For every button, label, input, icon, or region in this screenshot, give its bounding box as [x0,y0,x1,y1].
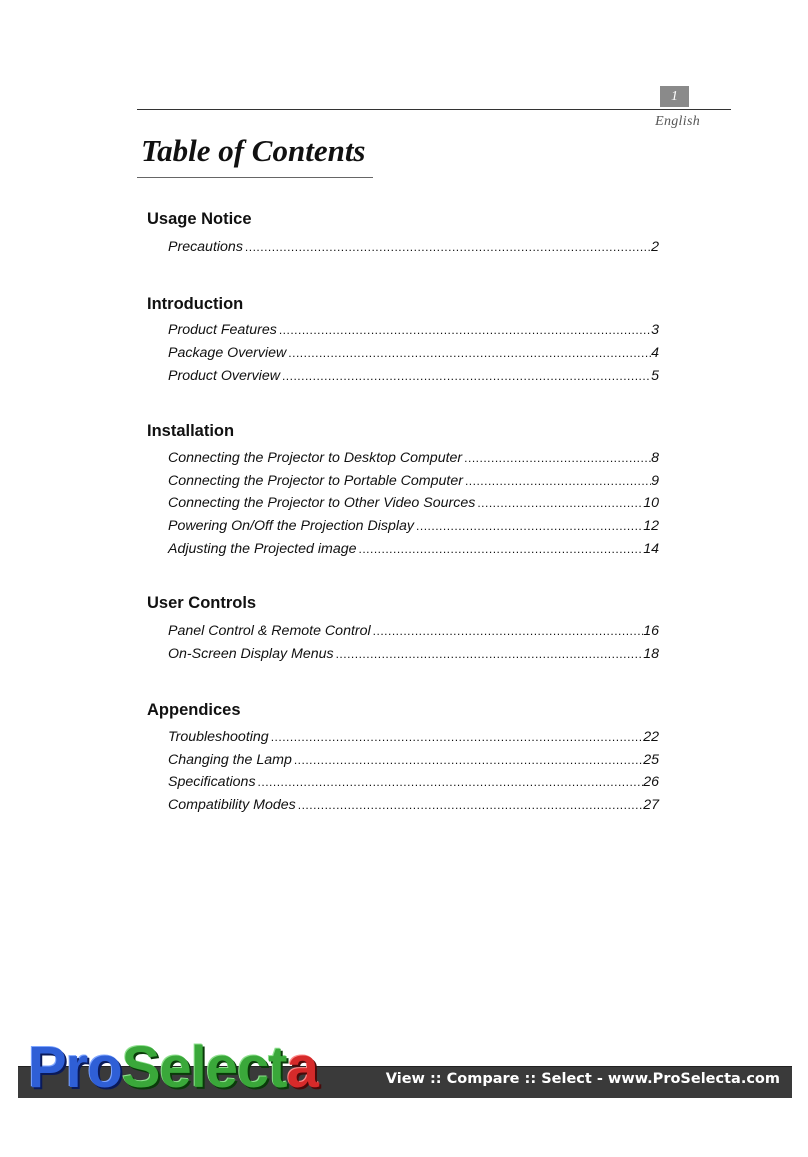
toc-entry-title: Product Overview [168,368,280,384]
dot-leader [277,320,651,340]
page-number: 1 [660,86,689,107]
toc-entry-page: 27 [643,797,659,813]
toc-entry-page: 12 [643,518,659,534]
dot-leader [463,471,651,491]
proselecta-banner[interactable] [18,1035,792,1100]
logo-text-select: Select [121,1035,287,1100]
toc-entry-page: 25 [643,752,659,768]
toc-entry-page: 9 [651,473,659,489]
section-heading-user-controls: User Controls [147,594,257,612]
toc-entry-title: Panel Control & Remote Control [168,623,371,639]
toc-entry-title: Compatibility Modes [168,797,296,813]
toc-entry-precautions[interactable] [168,237,659,257]
toc-entry-title: Product Features [168,322,277,338]
section-heading-introduction: Introduction [147,295,244,313]
toc-entry-package-overview[interactable] [168,343,659,363]
toc-entry-portable-computer[interactable] [168,471,659,491]
dot-leader [475,493,643,513]
title-underline [137,177,373,178]
page-title: Table of Contents [141,133,366,168]
toc-entry-page: 2 [651,239,659,255]
toc-entry-page: 18 [643,646,659,662]
toc-entry-page: 22 [643,729,659,745]
dot-leader [280,366,651,386]
toc-entry-page: 16 [643,623,659,639]
toc-entry-page: 5 [651,368,659,384]
toc-entry-product-features[interactable] [168,320,659,340]
dot-leader [357,539,644,559]
section-heading-usage-notice: Usage Notice [147,210,252,228]
toc-entry-page: 14 [643,541,659,557]
toc-entry-page: 26 [643,774,659,790]
section-heading-installation: Installation [147,422,235,440]
toc-entry-title: Precautions [168,239,243,255]
proselecta-logo [28,1037,318,1099]
dot-leader [414,516,643,536]
section-heading-appendices: Appendices [147,701,241,719]
toc-entry-title: Connecting the Projector to Other Video Sources [168,495,476,511]
toc-entry-page: 4 [651,345,659,361]
toc-entry-title: Adjusting the Projected image [168,541,357,557]
dot-leader [334,644,644,664]
dot-leader [286,343,651,363]
language-label: English [655,114,700,129]
toc-entry-title: Specifications [168,774,256,790]
dot-leader [269,727,644,747]
logo-text-pro: Pro [28,1035,122,1100]
toc-entry-changing-lamp[interactable] [168,750,659,770]
toc-entry-page: 10 [643,495,659,511]
toc-entry-on-screen-display[interactable] [168,644,659,664]
toc-entry-title: Package Overview [168,345,287,361]
toc-entry-title: Connecting the Projector to Portable Computer [168,473,463,489]
toc-entry-title: Connecting the Projector to Desktop Computer [168,450,463,466]
toc-entry-troubleshooting[interactable] [168,727,659,747]
logo-text-a: a [286,1035,318,1100]
toc-entry-adjusting-image[interactable] [168,539,659,559]
dot-leader [292,750,643,770]
toc-entry-page: 3 [651,322,659,338]
toc-entry-product-overview[interactable] [168,366,659,386]
dot-leader [296,795,643,815]
toc-entry-panel-remote-control[interactable] [168,621,659,641]
toc-entry-compatibility-modes[interactable] [168,795,659,815]
dot-leader [256,772,644,792]
toc-entry-title: Changing the Lamp [168,752,292,768]
toc-entry-page: 8 [651,450,659,466]
header-rule [137,109,731,110]
dot-leader [462,448,651,468]
toc-entry-title: Troubleshooting [168,729,269,745]
toc-entry-title: On-Screen Display Menus [168,646,334,662]
toc-entry-other-video-sources[interactable] [168,493,659,513]
banner-tagline[interactable]: View :: Compare :: Select - www.ProSelecta.com [385,1071,780,1087]
toc-entry-title: Powering On/Off the Projection Display [168,518,415,534]
toc-entry-desktop-computer[interactable] [168,448,659,468]
toc-entry-specifications[interactable] [168,772,659,792]
toc-entry-powering-on-off[interactable] [168,516,659,536]
dot-leader [243,237,651,257]
dot-leader [371,621,644,641]
